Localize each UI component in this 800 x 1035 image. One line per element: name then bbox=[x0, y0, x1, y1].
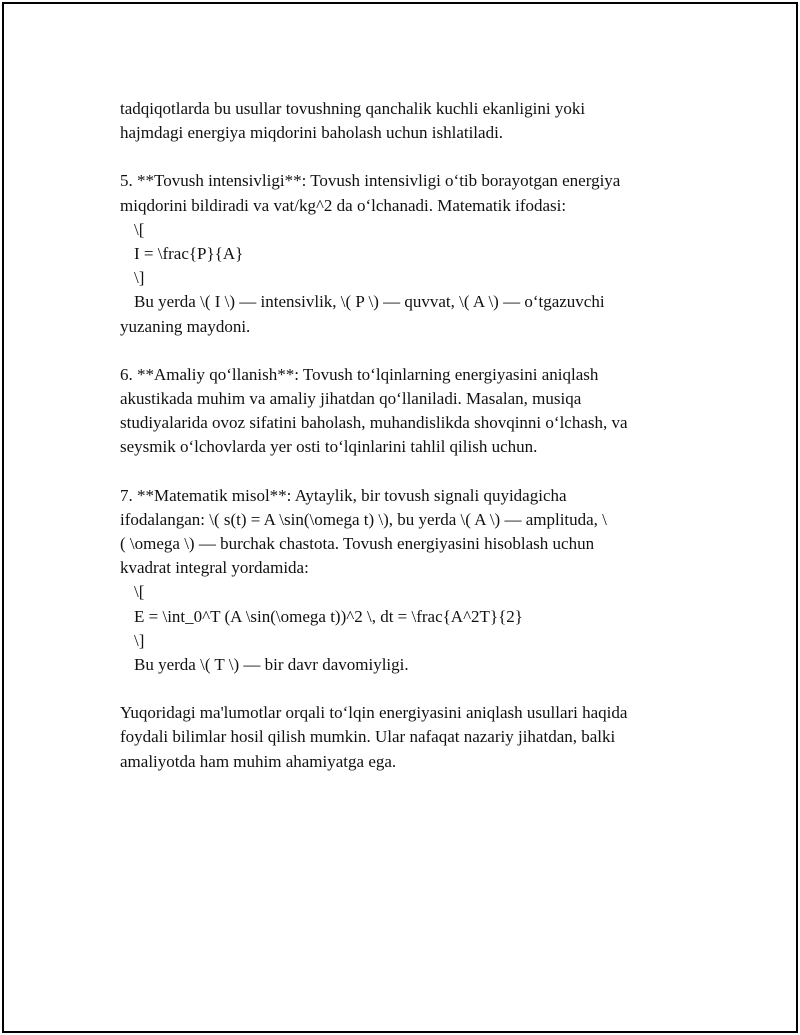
text-line: miqdorini bildiradi va vat/kg^2 da o‘lchanadi. Matematik ifodasi: bbox=[120, 195, 567, 215]
text-line: 5. **Tovush intensivligi**: Tovush intensivligi o‘tib borayotgan energiya bbox=[120, 171, 621, 191]
text-line: ifodalangan: \( s(t) = A \sin(\omega t) \), bu yerda \( A \) — amplituda, \ bbox=[120, 509, 607, 529]
paragraph-sound-intensity bbox=[120, 169, 700, 338]
formula-open-bracket: \[ bbox=[134, 582, 145, 602]
text-line: 6. **Amaliy qo‘llanish**: Tovush to‘lqinlarning energiyasini aniqlash bbox=[120, 364, 599, 384]
paragraph-math-example bbox=[120, 484, 700, 678]
text-line: amaliyotda ham muhim ahamiyatga ega. bbox=[120, 751, 397, 771]
text-line: tadqiqotlarda bu usullar tovushning qanchalik kuchli ekanligini yoki bbox=[120, 99, 586, 118]
paragraph-intro-continuation bbox=[120, 97, 700, 145]
formula-intensity: I = \frac{P}{A} bbox=[134, 244, 244, 264]
formula-explanation: Bu yerda \( T \) — bir davr davomiyligi. bbox=[134, 655, 409, 675]
text-line: hajmdagi energiya miqdorini baholash uchun ishlatiladi. bbox=[120, 123, 504, 143]
text-line: studiyalarida ovoz sifatini baholash, muhandislikda shovqinni o‘lchash, va bbox=[120, 413, 628, 433]
text-line: seysmik o‘lchovlarda yer osti to‘lqinlarini tahlil qilish uchun. bbox=[120, 437, 538, 457]
document-body bbox=[120, 97, 700, 798]
formula-energy-integral: E = \int_0^T (A \sin(\omega t))^2 \, dt = \frac{A^2T}{2} bbox=[134, 606, 523, 626]
paragraph-practical-application bbox=[120, 363, 700, 460]
formula-close-bracket: \] bbox=[134, 630, 145, 650]
paragraph-conclusion bbox=[120, 701, 700, 774]
text-line: kvadrat integral yordamida: bbox=[120, 558, 309, 578]
formula-open-bracket: \[ bbox=[134, 219, 145, 239]
formula-explanation: Bu yerda \( I \) — intensivlik, \( P \) — quvvat, \( A \) — o‘tgazuvchi bbox=[134, 292, 605, 312]
text-line: Yuqoridagi ma'lumotlar orqali to‘lqin energiyasini aniqlash usullari haqida bbox=[120, 703, 628, 723]
text-line: akustikada muhim va amaliy jihatdan qo‘llaniladi. Masalan, musiqa bbox=[120, 389, 582, 409]
document-page bbox=[2, 2, 798, 1033]
text-line: foydali bilimlar hosil qilish mumkin. Ular nafaqat nazariy jihatdan, balki bbox=[120, 727, 616, 747]
text-line: yuzaning maydoni. bbox=[120, 316, 251, 336]
text-line: 7. **Matematik misol**: Aytaylik, bir tovush signali quyidagicha bbox=[120, 485, 567, 505]
formula-close-bracket: \] bbox=[134, 268, 145, 288]
text-line: ( \omega \) — burchak chastota. Tovush energiyasini hisoblash uchun bbox=[120, 534, 595, 554]
